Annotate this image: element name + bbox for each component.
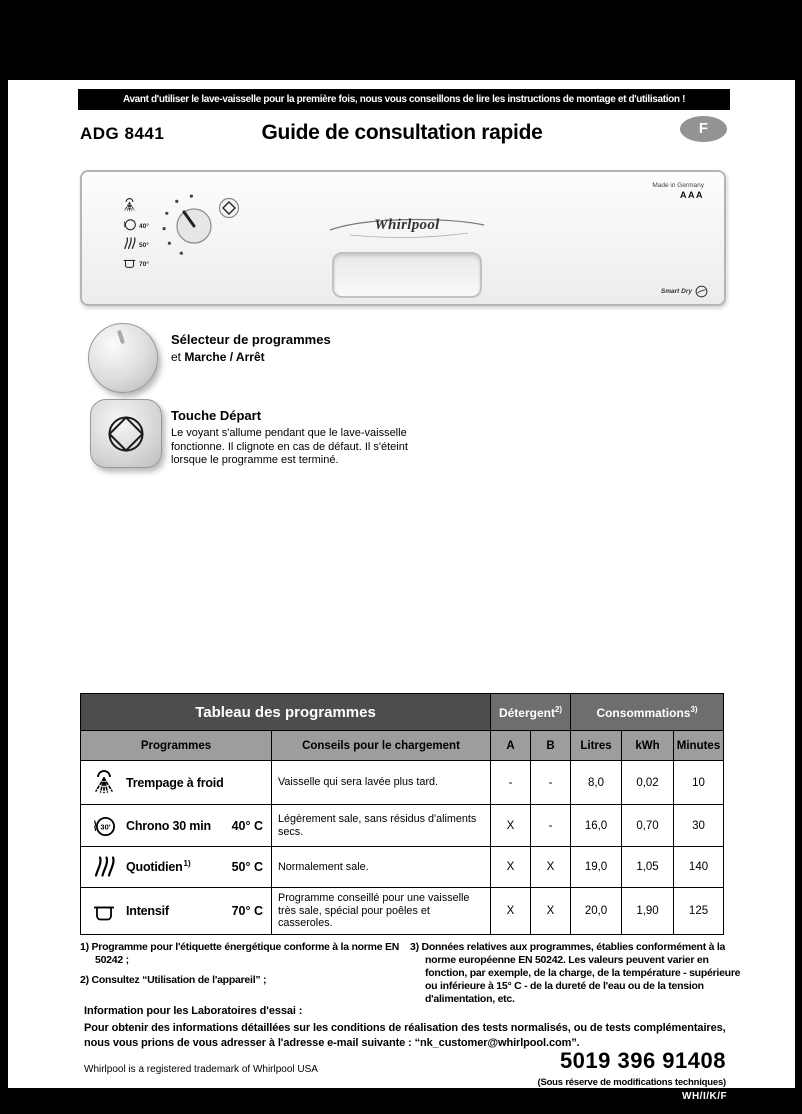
trademark-notice: Whirlpool is a registered trademark of Whirlpool USA <box>84 1064 318 1075</box>
consumption-label: Consommations <box>596 705 691 720</box>
program-dial <box>156 186 246 270</box>
smart-dry-text: Smart Dry <box>660 288 692 295</box>
table-title: Tableau des programmes <box>81 694 491 731</box>
detergent-a-cell: X <box>491 847 531 888</box>
litres-cell: 8,0 <box>571 761 622 805</box>
program-temperature: 50° C <box>231 860 263 874</box>
selector-subtitle-bold: Marche / Arrêt <box>184 350 265 364</box>
program-temperature: 40° C <box>231 818 263 833</box>
selector-knob-image <box>88 323 158 393</box>
control-panel-image <box>80 170 726 306</box>
lab-info-block <box>84 1004 734 1051</box>
table-row <box>81 888 724 935</box>
knob-notch <box>117 330 125 345</box>
modifications-notice: (Sous réserve de modifications techniques) <box>537 1077 726 1088</box>
program-name: Trempage à froid <box>126 775 224 790</box>
program-cell <box>81 761 272 805</box>
program-cell <box>81 805 272 847</box>
detergent-footnote-ref: 2) <box>554 704 563 714</box>
detergent-a-cell: - <box>491 761 531 805</box>
detergent-b-cell: - <box>531 761 571 805</box>
kwh-cell: 0,02 <box>622 761 674 805</box>
detergent-header <box>491 694 571 731</box>
col-header-conseils: Conseils pour le chargement <box>272 731 491 761</box>
document-code: 5019 396 91408 <box>559 1048 726 1073</box>
litres-cell: 16,0 <box>571 805 622 847</box>
kwh-cell: 1,05 <box>622 847 674 888</box>
made-in-text: Made in Germany <box>652 182 704 189</box>
panel-program-intensif <box>122 257 149 272</box>
smart-dry-logo <box>661 285 708 298</box>
advice-cell: Normalement sale. <box>272 847 491 888</box>
panel-temp-label: 50° <box>139 242 149 249</box>
language-badge: F <box>680 116 727 142</box>
footnotes-right <box>410 941 742 1013</box>
start-button-image <box>90 399 162 468</box>
pot-icon <box>89 898 119 924</box>
panel-temp-label: 40° <box>139 223 149 230</box>
made-in-label <box>652 182 704 200</box>
whirlpool-logo <box>322 216 492 242</box>
soak-icon <box>122 198 137 218</box>
litres-cell: 19,0 <box>571 847 622 888</box>
advice-cell: Vaisselle qui sera lavée plus tard. <box>272 761 491 805</box>
detergent-b-cell: X <box>531 888 571 935</box>
model-number: ADG 8441 <box>80 124 165 143</box>
minutes-cell: 30 <box>674 805 724 847</box>
selector-title: Sélecteur de programmes <box>171 332 331 347</box>
minutes-cell: 140 <box>674 847 724 888</box>
detergent-b-cell: X <box>531 847 571 888</box>
selector-subtitle-prefix: et <box>171 350 182 364</box>
waves-icon <box>122 236 137 256</box>
panel-program-icons <box>122 200 149 276</box>
lab-info-body: Pour obtenir des informations détaillées sur les conditions de réalisation des tests normalisés, ou de tests complémentaires, nous vous prions de vous adresser à l'adresse e-mail suivante : “nk_customer@whirlpool.com”. <box>84 1022 726 1049</box>
col-header-b: B <box>531 731 571 761</box>
program-name: Chrono 30 min <box>126 818 211 833</box>
col-header-kwh: kWh <box>622 731 674 761</box>
program-footnote-ref: 1) <box>183 858 191 868</box>
detergent-a-cell: X <box>491 805 531 847</box>
kwh-cell: 0,70 <box>622 805 674 847</box>
energy-class-label: AAA <box>680 190 704 200</box>
footnote-3: 3) Données relatives aux programmes, établies conformément à la norme européenne EN 50242. Les valeurs peuvent varier en fonction, par exemple, de la charge, de la température - supérieure ou inférieure à 15° C - de la dureté de l'eau ou de la tension d'alimentation, etc. <box>410 941 741 1005</box>
soak-icon <box>89 770 119 796</box>
col-header-programmes: Programmes <box>81 731 272 761</box>
detergent-label: Détergent <box>498 705 555 720</box>
panel-temp-label: 70° <box>139 261 149 268</box>
footnotes-left <box>80 941 410 994</box>
footnote-1: 1) Programme pour l'étiquette énergétique conforme à la norme EN 50242 ; <box>80 941 400 966</box>
minutes-cell: 125 <box>674 888 724 935</box>
programs-table <box>80 693 724 935</box>
detergent-a-cell: X <box>491 888 531 935</box>
panel-program-quotidien <box>122 238 149 253</box>
program-name: Quotidien <box>126 860 183 874</box>
consumption-header <box>571 694 724 731</box>
litres-cell: 20,0 <box>571 888 622 935</box>
start-diamond-icon <box>98 408 154 460</box>
table-header-row-1 <box>81 694 724 731</box>
waves-icon <box>89 854 119 880</box>
page-reference: WH/I/K/F <box>682 1091 728 1102</box>
program-name: Intensif <box>126 904 169 918</box>
selector-subtitle <box>171 350 331 364</box>
svg-text:30': 30' <box>100 821 111 831</box>
program-temperature: 70° C <box>231 904 263 918</box>
brand-name: Whirlpool <box>374 217 440 233</box>
clock-30-icon <box>89 813 119 839</box>
start-text-block <box>171 408 413 468</box>
panel-program-chrono <box>122 219 149 234</box>
program-cell <box>81 847 272 888</box>
selector-text-block <box>171 332 331 364</box>
start-title: Touche Départ <box>171 408 262 423</box>
program-cell <box>81 888 272 935</box>
page <box>8 80 795 1088</box>
table-row <box>81 805 724 847</box>
col-header-a: A <box>491 731 531 761</box>
lab-info-title: Information pour les Laboratoires d'essai : <box>84 1005 303 1017</box>
page-title: Guide de consultation rapide <box>261 121 543 144</box>
col-header-litres: Litres <box>571 731 622 761</box>
consumption-footnote-ref: 3) <box>690 704 698 714</box>
panel-display-recess <box>332 252 482 298</box>
kwh-cell: 1,90 <box>622 888 674 935</box>
clock-30-icon <box>122 217 137 237</box>
minutes-cell: 10 <box>674 761 724 805</box>
notice-bar: Avant d'utiliser le lave-vaisselle pour la première fois, nous vous conseillons de lire les instructions de montage et d'utilisation ! <box>78 89 730 110</box>
table-row <box>81 761 724 805</box>
table-header-row-2 <box>81 731 724 761</box>
start-description: Le voyant s'allume pendant que le lave-vaisselle fonctionne. Il clignote en cas de défaut. Il s'éteint lorsque le programme est terminé. <box>171 427 408 466</box>
detergent-b-cell: - <box>531 805 571 847</box>
pot-icon <box>122 255 137 275</box>
advice-cell: Programme conseillé pour une vaisselle très sale, spécial pour poêles et casseroles. <box>272 888 491 935</box>
footnote-2: 2) Consultez “Utilisation de l'appareil” ; <box>80 974 267 986</box>
smart-dry-icon <box>695 285 708 298</box>
panel-program-soak <box>122 200 149 215</box>
table-row <box>81 847 724 888</box>
col-header-minutes: Minutes <box>674 731 724 761</box>
advice-cell: Légèrement sale, sans résidus d'aliments secs. <box>272 805 491 847</box>
